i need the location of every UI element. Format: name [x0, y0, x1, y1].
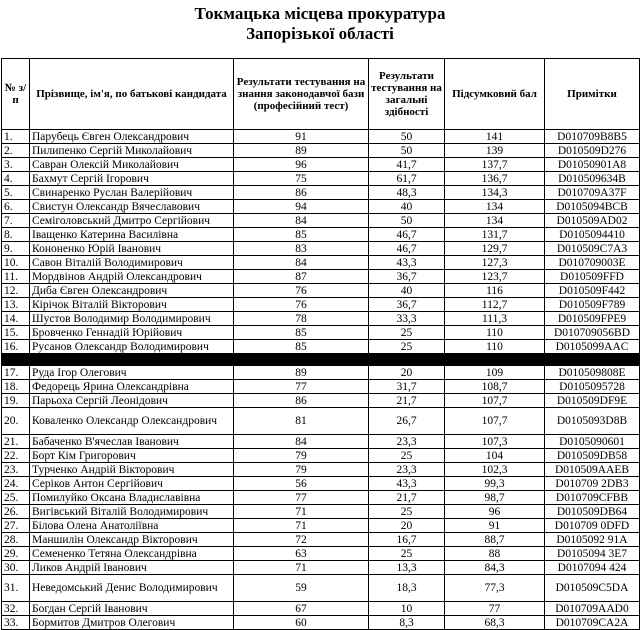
- table-row: [2, 186, 640, 200]
- general-ability-score: 36,7: [369, 298, 445, 312]
- row-number: 33.: [2, 616, 30, 630]
- row-number: 29.: [2, 547, 30, 561]
- page-subtitle: Запорізької області: [246, 24, 394, 43]
- row-number: 11.: [2, 270, 30, 284]
- general-ability-score: 25: [369, 449, 445, 463]
- total-score: 131,7: [445, 228, 545, 242]
- candidate-name: Пилипенко Сергій Миколайович: [30, 144, 234, 158]
- candidate-name: Борт Кім Григорович: [30, 449, 234, 463]
- note-code: D0107094 424: [545, 561, 640, 575]
- table-row: [2, 270, 640, 284]
- note-code: D0105095728: [545, 380, 640, 394]
- total-score: 134,3: [445, 186, 545, 200]
- note-code: D010509808E: [545, 366, 640, 380]
- professional-test-score: 77: [234, 380, 369, 394]
- professional-test-score: 78: [234, 312, 369, 326]
- general-ability-score: 31,7: [369, 380, 445, 394]
- note-code: D010509F442: [545, 284, 640, 298]
- professional-test-score: 85: [234, 326, 369, 340]
- candidate-name: Мордвінов Андрій Олександрович: [30, 270, 234, 284]
- professional-test-score: 79: [234, 463, 369, 477]
- table-row: [2, 616, 640, 630]
- note-code: D0105094BCB: [545, 200, 640, 214]
- table-row: [2, 298, 640, 312]
- total-score: 104: [445, 449, 545, 463]
- row-number: 20.: [2, 408, 30, 435]
- total-score: 136,7: [445, 172, 545, 186]
- total-score: 134: [445, 214, 545, 228]
- row-number: 4.: [2, 172, 30, 186]
- table-header-row: [2, 59, 640, 130]
- candidate-name: Руда Ігор Олегович: [30, 366, 234, 380]
- table-row: [2, 394, 640, 408]
- general-ability-score: 36,7: [369, 270, 445, 284]
- note-code: D010709AAD0: [545, 602, 640, 616]
- note-code: D0105094 3E7: [545, 547, 640, 561]
- general-ability-score: 23,3: [369, 463, 445, 477]
- row-number: 30.: [2, 561, 30, 575]
- row-number: 23.: [2, 463, 30, 477]
- general-ability-score: 48,3: [369, 186, 445, 200]
- candidate-name: Іващенко Катерина Василівна: [30, 228, 234, 242]
- professional-test-score: 83: [234, 242, 369, 256]
- results-table: [1, 58, 640, 630]
- note-code: D010509C7A3: [545, 242, 640, 256]
- note-code: D0105094410: [545, 228, 640, 242]
- table-row: [2, 477, 640, 491]
- note-code: D0105099AAC: [545, 340, 640, 354]
- professional-test-score: 86: [234, 394, 369, 408]
- professional-test-score: 72: [234, 533, 369, 547]
- general-ability-score: 21,7: [369, 491, 445, 505]
- candidate-name: Кірічок Віталій Вікторович: [30, 298, 234, 312]
- total-score: 107,7: [445, 408, 545, 435]
- table-row: [2, 575, 640, 602]
- candidate-name: Ликов Андрій Іванович: [30, 561, 234, 575]
- table-row: [2, 449, 640, 463]
- general-ability-score: 25: [369, 340, 445, 354]
- total-score: 91: [445, 519, 545, 533]
- page-title: Токмацька місцева прокуратура: [194, 4, 446, 23]
- row-number: 12.: [2, 284, 30, 298]
- professional-test-score: 89: [234, 366, 369, 380]
- table-row: [2, 547, 640, 561]
- table-row: [2, 408, 640, 435]
- header-total: Підсумковий бал: [445, 59, 545, 130]
- candidate-name: Неведомський Денис Володимирович: [30, 575, 234, 602]
- row-number: 16.: [2, 340, 30, 354]
- total-score: 98,7: [445, 491, 545, 505]
- candidate-name: Свистун Олександр Вячеславович: [30, 200, 234, 214]
- professional-test-score: 87: [234, 270, 369, 284]
- general-ability-score: 50: [369, 130, 445, 144]
- row-number: 21.: [2, 435, 30, 449]
- general-ability-score: 20: [369, 366, 445, 380]
- candidate-name: Парьоха Сергій Леонідович: [30, 394, 234, 408]
- professional-test-score: 91: [234, 130, 369, 144]
- note-code: D0105090601: [545, 435, 640, 449]
- total-score: 137,7: [445, 158, 545, 172]
- separator-bar: [2, 354, 640, 366]
- general-ability-score: 16,7: [369, 533, 445, 547]
- total-score: 77,3: [445, 575, 545, 602]
- note-code: D01050901A8: [545, 158, 640, 172]
- candidate-name: Семіголовський Дмитро Сергійович: [30, 214, 234, 228]
- table-row: [2, 256, 640, 270]
- candidate-name: Бормитов Дмитров Олегович: [30, 616, 234, 630]
- candidate-name: Богдан Сергій Іванович: [30, 602, 234, 616]
- candidate-name: Савран Олексій Миколайович: [30, 158, 234, 172]
- table-separator: [2, 354, 640, 366]
- professional-test-score: 84: [234, 214, 369, 228]
- row-number: 5.: [2, 186, 30, 200]
- general-ability-score: 21,7: [369, 394, 445, 408]
- professional-test-score: 56: [234, 477, 369, 491]
- total-score: 141: [445, 130, 545, 144]
- general-ability-score: 10: [369, 602, 445, 616]
- professional-test-score: 59: [234, 575, 369, 602]
- row-number: 27.: [2, 519, 30, 533]
- header-name: Прізвище, ім'я, по батькові кандидата: [30, 59, 234, 130]
- professional-test-score: 76: [234, 284, 369, 298]
- professional-test-score: 81: [234, 408, 369, 435]
- candidate-name: Коваленко Олександр Олександрович: [30, 408, 234, 435]
- candidate-name: Федорець Ярина Олександрівна: [30, 380, 234, 394]
- header-test1: Результати тестування на знання законодавчої бази (професійний тест): [234, 59, 369, 130]
- candidate-name: Шустов Володимир Володимирович: [30, 312, 234, 326]
- candidate-name: Парубець Євген Олександрович: [30, 130, 234, 144]
- general-ability-score: 18,3: [369, 575, 445, 602]
- row-number: 17.: [2, 366, 30, 380]
- total-score: 77: [445, 602, 545, 616]
- candidate-name: Білова Олена Анатоліївна: [30, 519, 234, 533]
- total-score: 99,3: [445, 477, 545, 491]
- total-score: 107,3: [445, 435, 545, 449]
- row-number: 19.: [2, 394, 30, 408]
- table-row: [2, 366, 640, 380]
- candidate-name: Русанов Олександр Володимирович: [30, 340, 234, 354]
- professional-test-score: 86: [234, 186, 369, 200]
- note-code: D010509DB58: [545, 449, 640, 463]
- general-ability-score: 25: [369, 326, 445, 340]
- table-row: [2, 463, 640, 477]
- general-ability-score: 13,3: [369, 561, 445, 575]
- general-ability-score: 25: [369, 547, 445, 561]
- candidate-name: Свинаренко Руслан Валерійович: [30, 186, 234, 200]
- note-code: D010709CA2A: [545, 616, 640, 630]
- total-score: 88: [445, 547, 545, 561]
- table-row: [2, 519, 640, 533]
- professional-test-score: 85: [234, 340, 369, 354]
- note-code: D010509DF9E: [545, 394, 640, 408]
- total-score: 88,7: [445, 533, 545, 547]
- general-ability-score: 40: [369, 284, 445, 298]
- total-score: 96: [445, 505, 545, 519]
- header-notes: Примітки: [545, 59, 640, 130]
- row-number: 31.: [2, 575, 30, 602]
- general-ability-score: 43,3: [369, 256, 445, 270]
- general-ability-score: 26,7: [369, 408, 445, 435]
- row-number: 18.: [2, 380, 30, 394]
- row-number: 14.: [2, 312, 30, 326]
- table-row: [2, 340, 640, 354]
- header-num: № з/п: [2, 59, 30, 130]
- general-ability-score: 33,3: [369, 312, 445, 326]
- row-number: 25.: [2, 491, 30, 505]
- professional-test-score: 71: [234, 519, 369, 533]
- row-number: 7.: [2, 214, 30, 228]
- note-code: D010709A37F: [545, 186, 640, 200]
- row-number: 6.: [2, 200, 30, 214]
- candidate-name: Турченко Андрій Вікторович: [30, 463, 234, 477]
- candidate-name: Бровченко Геннадій Юрійович: [30, 326, 234, 340]
- professional-test-score: 71: [234, 561, 369, 575]
- general-ability-score: 41,7: [369, 158, 445, 172]
- candidate-name: Бахмут Сергій Ігорович: [30, 172, 234, 186]
- total-score: 134: [445, 200, 545, 214]
- professional-test-score: 96: [234, 158, 369, 172]
- table-row: [2, 228, 640, 242]
- professional-test-score: 89: [234, 144, 369, 158]
- candidate-name: Бабаченко В'ячеслав Іванович: [30, 435, 234, 449]
- total-score: 123,7: [445, 270, 545, 284]
- total-score: 127,3: [445, 256, 545, 270]
- general-ability-score: 50: [369, 214, 445, 228]
- note-code: D010709056BD: [545, 326, 640, 340]
- table-row: [2, 326, 640, 340]
- header-test2: Результати тестування на загальні здібності: [369, 59, 445, 130]
- row-number: 8.: [2, 228, 30, 242]
- note-code: D010709B8B5: [545, 130, 640, 144]
- total-score: 110: [445, 340, 545, 354]
- row-number: 26.: [2, 505, 30, 519]
- note-code: D010509AAEB: [545, 463, 640, 477]
- general-ability-score: 40: [369, 200, 445, 214]
- professional-test-score: 85: [234, 228, 369, 242]
- note-code: D010709CFBB: [545, 491, 640, 505]
- general-ability-score: 23,3: [369, 435, 445, 449]
- total-score: 108,7: [445, 380, 545, 394]
- total-score: 139: [445, 144, 545, 158]
- candidate-name: Помилуйко Оксана Владиславівна: [30, 491, 234, 505]
- table-row: [2, 144, 640, 158]
- candidate-name: Семененко Тетяна Олександрівна: [30, 547, 234, 561]
- total-score: 84,3: [445, 561, 545, 575]
- separator-row: [2, 354, 640, 366]
- row-number: 13.: [2, 298, 30, 312]
- total-score: 68,3: [445, 616, 545, 630]
- table-row: [2, 561, 640, 575]
- note-code: D010509FFD: [545, 270, 640, 284]
- table-row: [2, 505, 640, 519]
- total-score: 116: [445, 284, 545, 298]
- general-ability-score: 43,3: [369, 477, 445, 491]
- row-number: 9.: [2, 242, 30, 256]
- note-code: D010509634B: [545, 172, 640, 186]
- general-ability-score: 25: [369, 505, 445, 519]
- table-row: [2, 172, 640, 186]
- note-code: D0105092 91A: [545, 533, 640, 547]
- total-score: 111,3: [445, 312, 545, 326]
- note-code: D010509DB64: [545, 505, 640, 519]
- table-body-top: [2, 130, 640, 354]
- table-row: [2, 242, 640, 256]
- total-score: 112,7: [445, 298, 545, 312]
- professional-test-score: 77: [234, 491, 369, 505]
- table-row: [2, 312, 640, 326]
- professional-test-score: 71: [234, 505, 369, 519]
- table-row: [2, 435, 640, 449]
- total-score: 102,3: [445, 463, 545, 477]
- note-code: D010509F789: [545, 298, 640, 312]
- row-number: 28.: [2, 533, 30, 547]
- table-row: [2, 380, 640, 394]
- note-code: D010709003E: [545, 256, 640, 270]
- row-number: 1.: [2, 130, 30, 144]
- row-number: 24.: [2, 477, 30, 491]
- note-code: D010509D276: [545, 144, 640, 158]
- professional-test-score: 67: [234, 602, 369, 616]
- row-number: 22.: [2, 449, 30, 463]
- professional-test-score: 84: [234, 256, 369, 270]
- general-ability-score: 46,7: [369, 242, 445, 256]
- row-number: 10.: [2, 256, 30, 270]
- table-row: [2, 158, 640, 172]
- note-code: D010709 0DFD: [545, 519, 640, 533]
- professional-test-score: 79: [234, 449, 369, 463]
- table-row: [2, 130, 640, 144]
- candidate-name: Вигівський Віталій Володимирович: [30, 505, 234, 519]
- row-number: 15.: [2, 326, 30, 340]
- general-ability-score: 46,7: [369, 228, 445, 242]
- table-row: [2, 533, 640, 547]
- total-score: 107,7: [445, 394, 545, 408]
- table-row: [2, 200, 640, 214]
- table-row: [2, 214, 640, 228]
- candidate-name: Маншилін Олександр Вікторович: [30, 533, 234, 547]
- row-number: 2.: [2, 144, 30, 158]
- total-score: 109: [445, 366, 545, 380]
- candidate-name: Серіков Антон Сергійович: [30, 477, 234, 491]
- professional-test-score: 76: [234, 298, 369, 312]
- note-code: D010709 2DB3: [545, 477, 640, 491]
- candidate-name: Кононенко Юрій Іванович: [30, 242, 234, 256]
- general-ability-score: 8,3: [369, 616, 445, 630]
- total-score: 129,7: [445, 242, 545, 256]
- note-code: D010509C5DA: [545, 575, 640, 602]
- professional-test-score: 94: [234, 200, 369, 214]
- general-ability-score: 20: [369, 519, 445, 533]
- candidate-name: Диба Євген Олександрович: [30, 284, 234, 298]
- professional-test-score: 63: [234, 547, 369, 561]
- professional-test-score: 84: [234, 435, 369, 449]
- row-number: 32.: [2, 602, 30, 616]
- table-row: [2, 602, 640, 616]
- note-code: D010509AD02: [545, 214, 640, 228]
- general-ability-score: 50: [369, 144, 445, 158]
- row-number: 3.: [2, 158, 30, 172]
- table-row: [2, 491, 640, 505]
- candidate-name: Савон Віталій Володимирович: [30, 256, 234, 270]
- table-row: [2, 284, 640, 298]
- general-ability-score: 61,7: [369, 172, 445, 186]
- total-score: 110: [445, 326, 545, 340]
- professional-test-score: 60: [234, 616, 369, 630]
- note-code: D0105093D8B: [545, 408, 640, 435]
- professional-test-score: 75: [234, 172, 369, 186]
- table-body-bottom: [2, 366, 640, 630]
- note-code: D010509FPE9: [545, 312, 640, 326]
